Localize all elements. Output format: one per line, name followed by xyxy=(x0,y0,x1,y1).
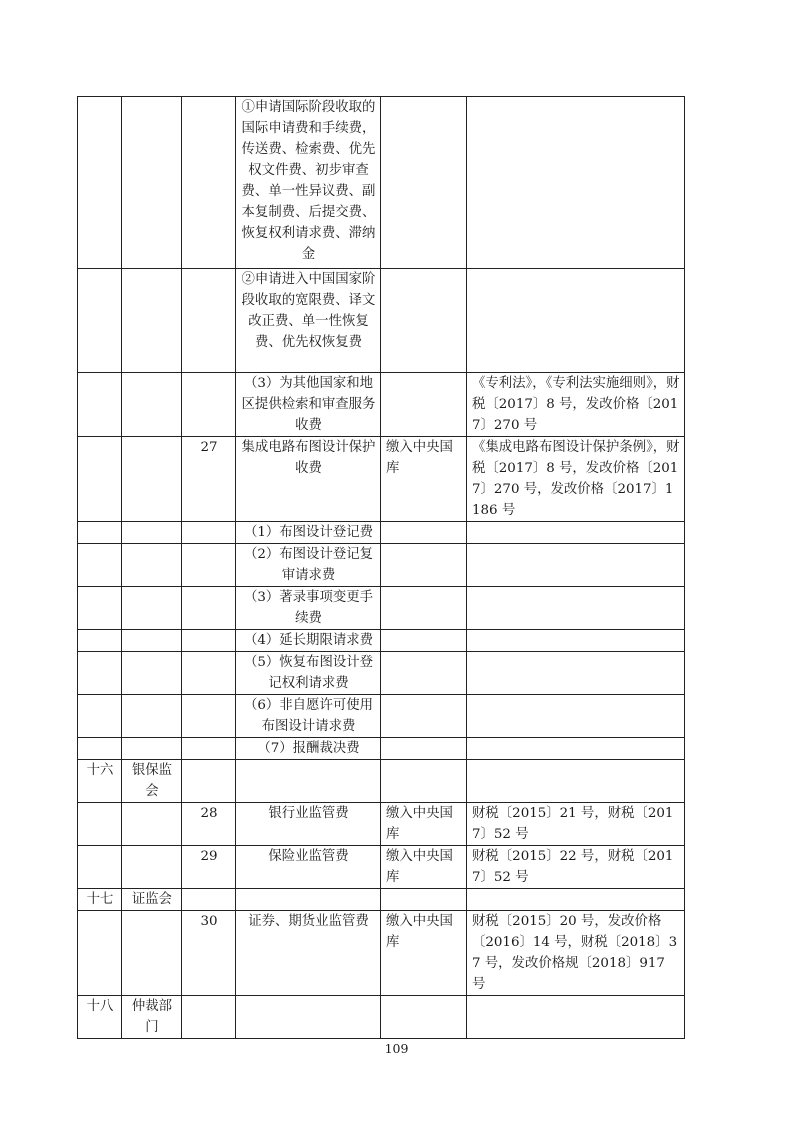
category-number-cell: 十七 xyxy=(78,889,122,911)
table-row xyxy=(78,889,685,911)
destination-cell xyxy=(381,587,467,630)
department-cell xyxy=(122,846,182,889)
department-cell xyxy=(122,522,182,544)
destination-cell xyxy=(381,373,467,437)
fee-name-cell: （1）布图设计登记费 xyxy=(236,522,381,544)
category-number-cell xyxy=(78,587,122,630)
department-cell xyxy=(122,652,182,695)
page-number: 109 xyxy=(384,1041,409,1056)
destination-cell xyxy=(381,97,467,269)
destination-cell: 缴入中央国库 xyxy=(381,846,467,889)
basis-cell xyxy=(467,544,685,587)
category-number-cell xyxy=(78,522,122,544)
item-number-cell xyxy=(182,373,236,437)
category-number-cell xyxy=(78,911,122,996)
basis-cell xyxy=(467,97,685,269)
item-number-cell: 28 xyxy=(182,803,236,846)
fee-name-cell: 集成电路布图设计保护收费 xyxy=(236,437,381,522)
basis-cell xyxy=(467,760,685,803)
table-row xyxy=(78,738,685,760)
item-number-cell: 30 xyxy=(182,911,236,996)
table-row xyxy=(78,97,685,269)
table-row xyxy=(78,522,685,544)
basis-cell xyxy=(467,695,685,738)
category-number-cell: 十六 xyxy=(78,760,122,803)
destination-cell xyxy=(381,630,467,652)
fee-name-cell: （5）恢复布图设计登记权利请求费 xyxy=(236,652,381,695)
item-number-cell xyxy=(182,889,236,911)
category-number-cell xyxy=(78,738,122,760)
table-row xyxy=(78,269,685,373)
item-number-cell xyxy=(182,738,236,760)
fee-name-cell: 证券、期货业监管费 xyxy=(236,911,381,996)
table-row xyxy=(78,846,685,889)
department-cell xyxy=(122,97,182,269)
fee-table xyxy=(77,96,685,1039)
item-number-cell xyxy=(182,544,236,587)
basis-cell: 财税〔2015〕21 号，财税〔2017〕52 号 xyxy=(467,803,685,846)
department-cell: 证监会 xyxy=(122,889,182,911)
fee-name-cell: （4）延长期限请求费 xyxy=(236,630,381,652)
department-cell xyxy=(122,803,182,846)
destination-cell: 缴入中央国库 xyxy=(381,437,467,522)
table-row xyxy=(78,373,685,437)
destination-cell xyxy=(381,889,467,911)
department-cell xyxy=(122,587,182,630)
basis-cell: 财税〔2015〕20 号，发改价格〔2016〕14 号，财税〔2018〕37 号，发改价格规〔2018〕917 号 xyxy=(467,911,685,996)
item-number-cell: 29 xyxy=(182,846,236,889)
fee-name-cell: （2）布图设计登记复审请求费 xyxy=(236,544,381,587)
fee-name-cell: 银行业监管费 xyxy=(236,803,381,846)
fee-name-cell: ①申请国际阶段收取的国际申请费和手续费，传送费、检索费、优先权文件费、初步审查费、单一性异议费、副本复制费、后提交费、恢复权利请求费、滞纳金 xyxy=(236,97,381,269)
item-number-cell: 27 xyxy=(182,437,236,522)
basis-cell xyxy=(467,889,685,911)
category-number-cell xyxy=(78,652,122,695)
basis-cell xyxy=(467,630,685,652)
category-number-cell xyxy=(78,803,122,846)
basis-cell xyxy=(467,996,685,1039)
department-cell xyxy=(122,373,182,437)
destination-cell: 缴入中央国库 xyxy=(381,911,467,996)
destination-cell xyxy=(381,269,467,373)
category-number-cell xyxy=(78,373,122,437)
category-number-cell xyxy=(78,97,122,269)
department-cell xyxy=(122,544,182,587)
item-number-cell xyxy=(182,269,236,373)
destination-cell xyxy=(381,544,467,587)
basis-cell xyxy=(467,269,685,373)
item-number-cell xyxy=(182,760,236,803)
table-row xyxy=(78,760,685,803)
category-number-cell xyxy=(78,269,122,373)
department-cell xyxy=(122,269,182,373)
department-cell: 银保监会 xyxy=(122,760,182,803)
table-row xyxy=(78,911,685,996)
basis-cell: 财税〔2015〕22 号，财税〔2017〕52 号 xyxy=(467,846,685,889)
item-number-cell xyxy=(182,97,236,269)
basis-cell xyxy=(467,738,685,760)
destination-cell xyxy=(381,738,467,760)
item-number-cell xyxy=(182,695,236,738)
category-number-cell xyxy=(78,437,122,522)
category-number-cell xyxy=(78,846,122,889)
fee-name-cell: ②申请进入中国国家阶段收取的宽限费、译文改正费、单一性恢复费、优先权恢复费 xyxy=(236,269,381,373)
basis-cell xyxy=(467,587,685,630)
fee-name-cell: （6）非自愿许可使用布图设计请求费 xyxy=(236,695,381,738)
table-row xyxy=(78,587,685,630)
department-cell: 仲裁部门 xyxy=(122,996,182,1039)
destination-cell: 缴入中央国库 xyxy=(381,803,467,846)
table-row xyxy=(78,630,685,652)
item-number-cell xyxy=(182,587,236,630)
table-row xyxy=(78,695,685,738)
fee-name-cell: （3）著录事项变更手续费 xyxy=(236,587,381,630)
department-cell xyxy=(122,630,182,652)
item-number-cell xyxy=(182,630,236,652)
table-row xyxy=(78,996,685,1039)
table-row xyxy=(78,437,685,522)
fee-table-body xyxy=(78,97,685,1039)
fee-name-cell xyxy=(236,760,381,803)
basis-cell: 《集成电路布图设计保护条例》，财税〔2017〕8 号，发改价格〔2017〕270 号，发改价格〔2017〕1186 号 xyxy=(467,437,685,522)
department-cell xyxy=(122,738,182,760)
fee-name-cell: （7）报酬裁决费 xyxy=(236,738,381,760)
item-number-cell xyxy=(182,522,236,544)
table-row xyxy=(78,652,685,695)
item-number-cell xyxy=(182,996,236,1039)
department-cell xyxy=(122,911,182,996)
department-cell xyxy=(122,695,182,738)
destination-cell xyxy=(381,760,467,803)
fee-name-cell: 保险业监管费 xyxy=(236,846,381,889)
category-number-cell xyxy=(78,630,122,652)
category-number-cell: 十八 xyxy=(78,996,122,1039)
basis-cell xyxy=(467,652,685,695)
item-number-cell xyxy=(182,652,236,695)
fee-name-cell xyxy=(236,889,381,911)
destination-cell xyxy=(381,522,467,544)
destination-cell xyxy=(381,695,467,738)
fee-name-cell xyxy=(236,996,381,1039)
destination-cell xyxy=(381,996,467,1039)
table-row xyxy=(78,803,685,846)
destination-cell xyxy=(381,652,467,695)
category-number-cell xyxy=(78,544,122,587)
fee-name-cell: （3）为其他国家和地区提供检索和审查服务收费 xyxy=(236,373,381,437)
department-cell xyxy=(122,437,182,522)
category-number-cell xyxy=(78,695,122,738)
basis-cell xyxy=(467,522,685,544)
table-row xyxy=(78,544,685,587)
basis-cell: 《专利法》，《专利法实施细则》，财税〔2017〕8 号，发改价格〔2017〕270 号 xyxy=(467,373,685,437)
